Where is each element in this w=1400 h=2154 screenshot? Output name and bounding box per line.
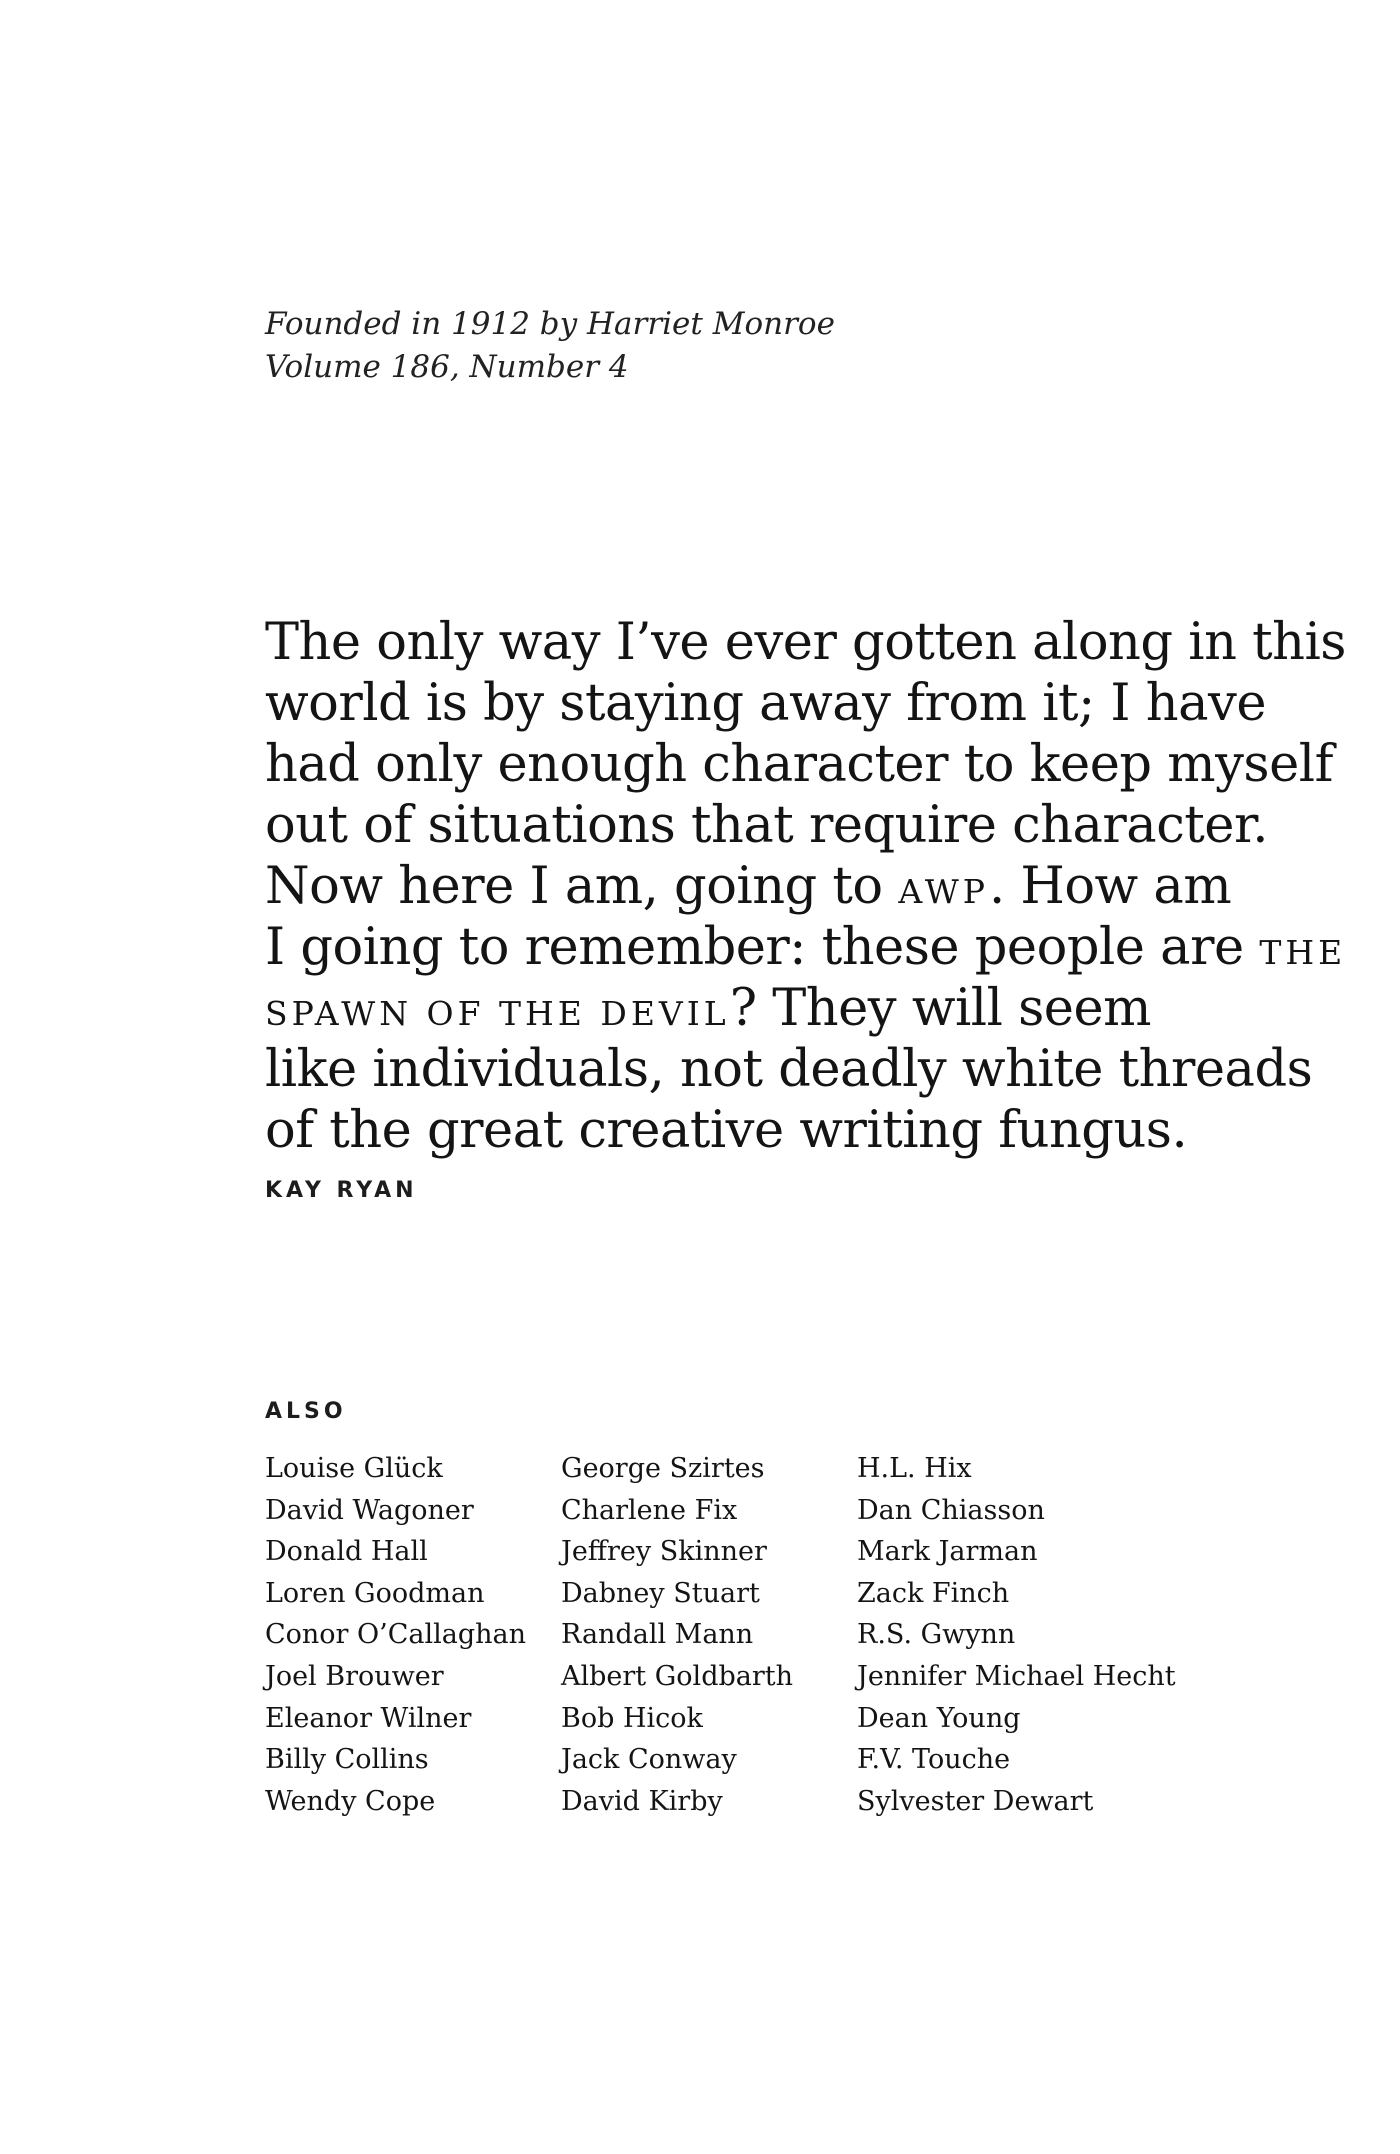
contributor-name: Zack Finch [857,1577,1010,1609]
epigraph-quote [265,612,1347,1161]
quote-text: world is by staying away from it; I have [265,674,1266,733]
contributor-name: Charlene Fix [561,1494,738,1526]
masthead [265,303,835,389]
contributor-name: H.L. Hix [857,1453,972,1484]
quote-line [265,917,1347,978]
quote-author: KAY RYAN [265,1178,418,1203]
contributor-name: Bob Hicok [561,1702,703,1734]
contributor-name: Randall Mann [561,1619,754,1651]
quote-text: The only way I’ve ever gotten along in this [265,613,1346,672]
contributor-name: Eleanor Wilner [265,1702,472,1734]
contributor-name: F.V. Touche [857,1744,1011,1776]
contributor-name: George Szirtes [561,1453,765,1484]
contributor-name: Louise Glück [265,1453,443,1484]
contributor-name: Billy Collins [265,1744,429,1776]
also-heading: ALSO [265,1399,347,1424]
contributor-name: Jennifer Michael Hecht [857,1660,1176,1692]
quote-text: Now here I am, going to [265,857,883,916]
quote-text: ? They will seem [729,979,1152,1038]
contributor-name: Dean Young [857,1702,1021,1734]
quote-line [265,978,1152,1039]
quote-text: . How am [988,857,1232,916]
quote-line [265,673,1266,734]
contributor-name: David Kirby [561,1785,723,1817]
small-caps-text: THE [1259,933,1347,972]
quote-text: had only enough character to keep myself [265,735,1333,794]
contributor-name: Albert Goldbarth [561,1660,794,1692]
small-caps-text: SPAWN OF THE DEVIL [265,994,730,1033]
quote-line [265,856,1232,917]
contributor-name: R.S. Gwynn [857,1619,1016,1651]
quote-text: out of situations that require character. [265,796,1268,855]
contributor-name: Jeffrey Skinner [561,1536,767,1568]
contributor-name: Dabney Stuart [561,1577,760,1609]
contributor-name: Loren Goodman [265,1577,485,1609]
volume-line: Volume 186, Number 4 [265,349,629,385]
quote-text: of the great creative writing fungus. [265,1101,1188,1160]
small-caps-text: AWP [898,872,989,911]
contributors-column-2 [561,1448,793,1822]
contributor-name: Dan Chiasson [857,1494,1045,1526]
contributor-name: David Wagoner [265,1494,474,1526]
quote-text: I going to remember: these people are [265,918,1244,977]
contributor-name: Joel Brouwer [265,1660,444,1692]
quote-text: like individuals, not deadly white threads [265,1040,1313,1099]
contributor-name: Jack Conway [561,1744,737,1776]
contributor-name: Wendy Cope [265,1785,436,1817]
contributor-name: Sylvester Dewart [857,1785,1094,1817]
contributors-column-1 [265,1448,526,1822]
quote-line [265,1039,1313,1100]
contributor-name: Mark Jarman [857,1536,1038,1568]
quote-line [265,795,1268,856]
quote-line [265,734,1333,795]
contributor-name: Donald Hall [265,1536,428,1568]
quote-line [265,1100,1188,1161]
contributor-name: Conor O’Callaghan [265,1619,527,1651]
quote-line [265,612,1346,673]
contributors-column-3 [857,1448,1176,1822]
founded-line: Founded in 1912 by Harriet Monroe [265,306,835,342]
